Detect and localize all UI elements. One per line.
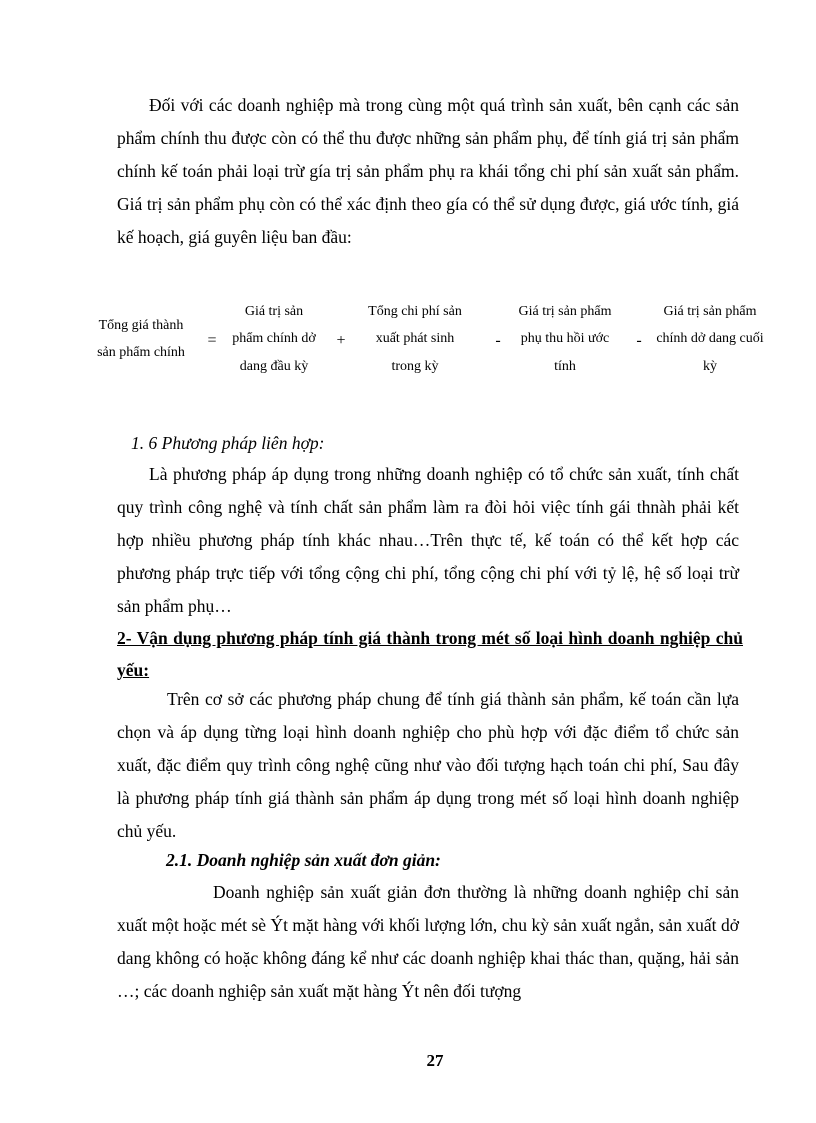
- section-heading-1-6: 1. 6 Phương pháp liên hợp:: [131, 433, 325, 453]
- paragraph-applying-methods: Trên cơ sở các phương pháp chung để tính giá thành sản phẩm, kế toán cần lựa chọn và áp dụng từng loại hình doanh nghiệp cho phù hợp với đặc điểm tổ chức sản xuất, đặc điểm quy trình công nghệ cũng như vào đối tượng hạch toán chi phí, Sau đây là phương pháp tính giá thành sản phẩm áp dụng trong mét số loại hình doanh nghiệp chủ yếu.: [117, 689, 739, 841]
- formula-term-period-costs: Tổng chi phí sản xuất phát sinh trong kỳ: [368, 303, 462, 374]
- formula-term-opening-wip: Giá trị sản phẩm chính dở dang đầu kỳ: [232, 303, 316, 374]
- paragraph-by-products: Đối với các doanh nghiệp mà trong cùng một quá trình sản xuất, bên cạnh các sản phẩm chính thu được còn có thể thu được những sản phẩm phụ, để tính giá trị sản phẩm chính kế toán phải loại trừ gía trị sản phẩm phụ ra khái tổng chi phí sản xuất sản phẩm. Giá trị sản phẩm phụ còn có thể xác định theo gía có thể sử dụng được, giá ước tính, giá kế hoạch, giá guyên liệu ban đầu:: [117, 95, 739, 247]
- formula-term-by-product-value: Giá trị sản phẩm phụ thu hồi ước tính: [518, 303, 612, 374]
- paragraph-simple-production: Doanh nghiệp sản xuất giản đơn thường là những doanh nghiệp chỉ sản xuất một hoặc mét sè Ýt mặt hàng với khối lượng lớn, chu kỳ sản xuất ngắn, sản xuất dở dang không có hoặc không đáng kể như các doanh nghiệp khai thác than, quặng, hải sản …; các doanh nghiệp sản xuất mặt hàng Ýt nên đối tượng: [117, 882, 739, 1001]
- section-heading-2-1: 2.1. Doanh nghiệp sản xuất đơn giản:: [166, 850, 441, 870]
- formula-minus-sign: -: [636, 332, 642, 349]
- cost-formula: [90, 283, 770, 395]
- formula-plus-sign: +: [336, 332, 346, 349]
- formula-term-total-cost: Tổng giá thành sản phẩm chính: [97, 317, 185, 360]
- formula-term-closing-wip: Giá trị sản phẩm chính dở dang cuối kỳ: [656, 303, 764, 374]
- formula-minus-sign: -: [495, 332, 501, 349]
- formula-equals-sign: =: [207, 332, 217, 349]
- page-number: 27: [426, 1051, 444, 1070]
- paragraph-combined-method: Là phương pháp áp dụng trong những doanh nghiệp có tổ chức sản xuất, tính chất quy trình công nghệ và tính chất sản phẩm làm ra đòi hỏi việc tính gái thnàh phải kết hợp nhiều phương pháp tính khác nhau…Trên thực tế, kế toán có thể kết hợp các phương pháp trực tiếp với tổng cộng chi phí, tổng cộng chi phí với tỷ lệ, hệ số loại trừ sản phẩm phụ…: [117, 464, 739, 616]
- section-heading-2: 2- Vận dụng phương pháp tính giá thành trong mét số loại hình doanh nghiệp chủ yếu:: [117, 628, 743, 680]
